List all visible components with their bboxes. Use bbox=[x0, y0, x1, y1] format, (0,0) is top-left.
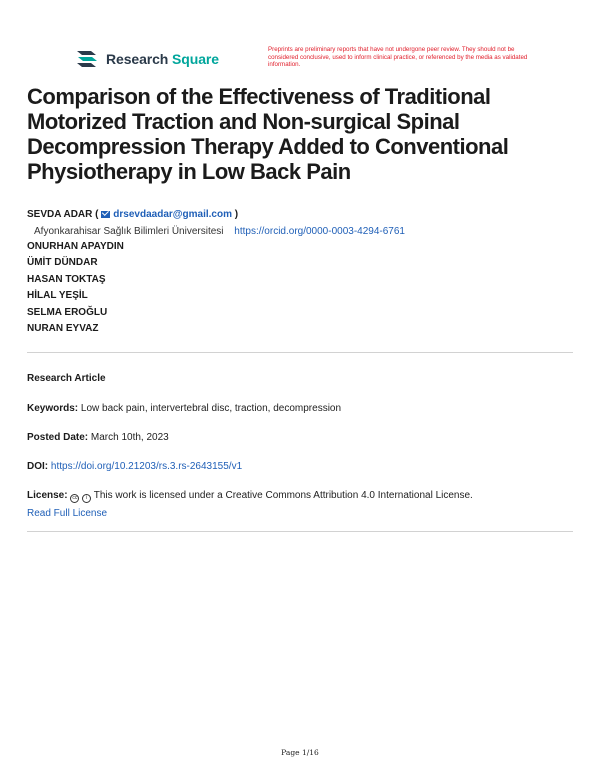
divider-top bbox=[27, 352, 573, 353]
orcid-link[interactable]: https://orcid.org/0000-0003-4294-6761 bbox=[234, 225, 405, 237]
doi bbox=[27, 461, 242, 472]
paper-title: Comparison of the Effectiveness of Traditional Motorized Traction and Non-surgical Spinal Decompression Therapy Added to Conventional Physiotherapy in Low Back Pain bbox=[27, 84, 509, 184]
author-3: ÜMİT DÜNDAR bbox=[27, 257, 98, 268]
divider-bottom bbox=[27, 531, 573, 532]
posted-date-value: March 10th, 2023 bbox=[90, 432, 169, 443]
article-type bbox=[27, 373, 106, 384]
affiliation-name: Afyonkarahisar Sağlık Bilimleri Üniversitesi bbox=[34, 225, 224, 237]
author-email-link[interactable] bbox=[101, 209, 232, 220]
doi-label: DOI: bbox=[27, 461, 49, 472]
creative-commons-icon: cc bbox=[72, 495, 78, 501]
posted-date-label: Posted Date: bbox=[27, 432, 89, 443]
license-label: License: bbox=[27, 490, 68, 501]
posted-date bbox=[27, 432, 169, 443]
author-5: HİLAL YEŞİL bbox=[27, 290, 88, 301]
license bbox=[27, 490, 473, 503]
envelope-icon bbox=[101, 211, 110, 218]
author-email-text: drsevdaadar@gmail.com bbox=[113, 209, 232, 220]
author-name: SEVDA ADAR bbox=[27, 209, 93, 220]
attribution-icon: i bbox=[82, 494, 91, 503]
page-number: Page 1/16 bbox=[281, 748, 319, 757]
logo-text bbox=[106, 51, 219, 67]
author-corresponding bbox=[27, 207, 575, 224]
author-7: NURAN EYVAZ bbox=[27, 323, 99, 334]
email-close-paren: ) bbox=[234, 209, 239, 220]
article-type-label: Research Article bbox=[27, 373, 106, 384]
logo-word-square: Square bbox=[172, 51, 219, 67]
research-square-logo[interactable] bbox=[75, 48, 219, 70]
read-full-license-link[interactable]: Read Full License bbox=[27, 508, 108, 519]
keywords-value: Low back pain, intervertebral disc, traction, decompression bbox=[80, 403, 342, 414]
logo-word-research: Research bbox=[106, 51, 169, 67]
author-2: ONURHAN APAYDIN bbox=[27, 240, 124, 252]
keywords-label: Keywords: bbox=[27, 403, 79, 414]
license-text: This work is licensed under a Creative Commons Attribution 4.0 International License. bbox=[93, 490, 473, 501]
author-list bbox=[27, 207, 575, 338]
research-square-logo-icon bbox=[75, 48, 99, 70]
preprint-disclaimer: Preprints are preliminary reports that have not undergone peer review. They should not be considered conclusive, used to inform clinical practice, or referenced by the media as validated information. bbox=[268, 46, 528, 69]
email-open-paren: ( bbox=[95, 209, 99, 220]
keywords bbox=[27, 403, 341, 414]
author-affiliation bbox=[27, 224, 575, 239]
doi-link[interactable]: https://doi.org/10.21203/rs.3.rs-2643155/v1 bbox=[50, 461, 243, 472]
author-6: SELMA EROĞLU bbox=[27, 306, 108, 318]
author-4: HASAN TOKTAŞ bbox=[27, 273, 106, 285]
